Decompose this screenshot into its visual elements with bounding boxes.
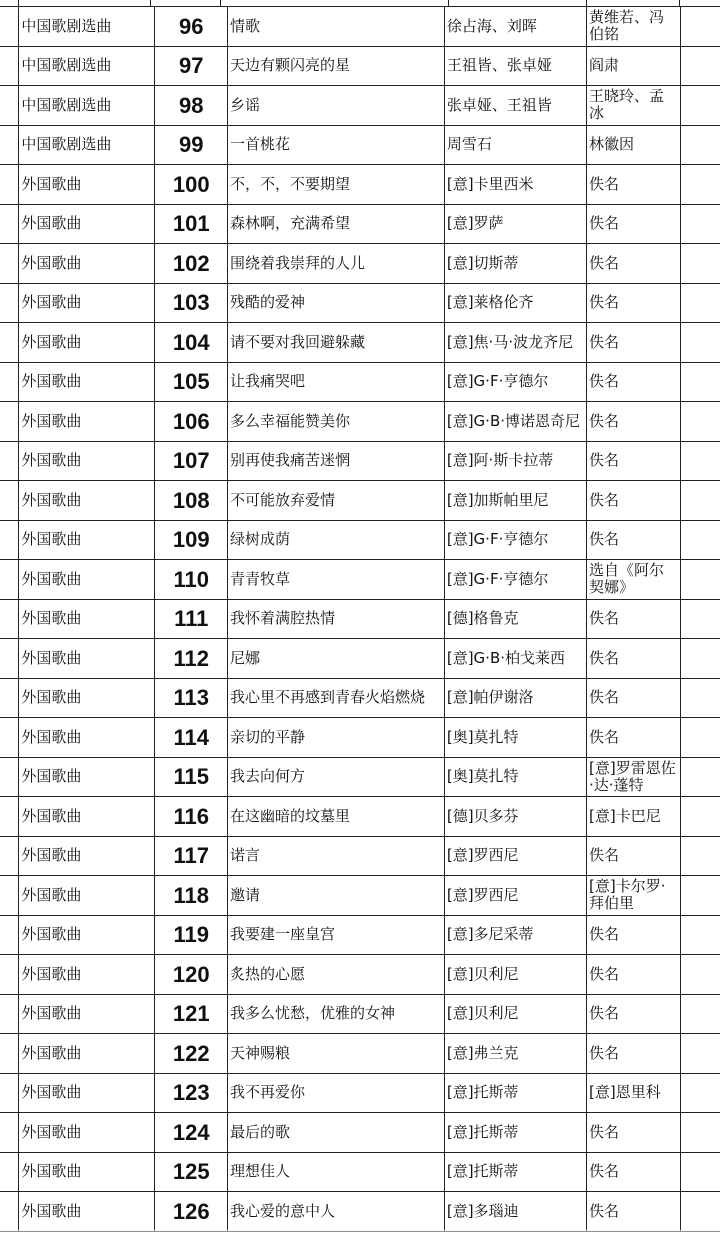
lyricist-cell: [意]罗雷恩佐·达·蓬特	[587, 757, 681, 797]
right-margin-cell	[681, 994, 720, 1034]
number-cell: 126	[155, 1192, 228, 1232]
song-title-cell: 一首桃花	[228, 125, 445, 165]
right-margin-cell	[681, 46, 720, 86]
table-row	[0, 244, 720, 284]
left-margin-cell	[0, 481, 19, 521]
table-row	[0, 204, 720, 244]
left-margin-cell	[0, 441, 19, 481]
lyricist-cell: 选自《阿尔契娜》	[587, 560, 681, 600]
composer-cell: [德]贝多芬	[444, 797, 586, 837]
lyricist-cell: 佚名	[587, 1113, 681, 1153]
right-margin-cell	[681, 7, 720, 47]
category-cell: 中国歌剧选曲	[19, 46, 155, 86]
number-cell: 112	[155, 639, 228, 679]
composer-cell: [意]托斯蒂	[444, 1113, 586, 1153]
left-margin-cell	[0, 204, 19, 244]
left-margin-cell	[0, 797, 19, 837]
song-title-cell: 我多么忧愁，优雅的女神	[228, 994, 445, 1034]
song-title-cell: 绿树成荫	[228, 520, 445, 560]
category-cell: 外国歌曲	[19, 718, 155, 758]
number-cell: 125	[155, 1152, 228, 1192]
table-row	[0, 994, 720, 1034]
song-title-cell: 多么幸福能赞美你	[228, 402, 445, 442]
table-row	[0, 283, 720, 323]
table-row	[0, 481, 720, 521]
number-cell: 113	[155, 678, 228, 718]
composer-cell: [意]贝利尼	[444, 955, 586, 995]
lyricist-cell: 佚名	[587, 678, 681, 718]
left-margin-cell	[0, 7, 19, 47]
composer-cell: [意]帕伊谢洛	[444, 678, 586, 718]
composer-cell: [意]切斯蒂	[444, 244, 586, 284]
number-cell: 121	[155, 994, 228, 1034]
number-cell: 110	[155, 560, 228, 600]
category-cell: 外国歌曲	[19, 402, 155, 442]
number-cell: 109	[155, 520, 228, 560]
left-margin-cell	[0, 244, 19, 284]
number-cell: 103	[155, 283, 228, 323]
composer-cell: [意]阿·斯卡拉蒂	[444, 441, 586, 481]
song-title-cell: 诺言	[228, 836, 445, 876]
left-margin-cell	[0, 757, 19, 797]
left-margin-cell	[0, 1034, 19, 1074]
lyricist-cell: 佚名	[587, 994, 681, 1034]
category-cell: 外国歌曲	[19, 481, 155, 521]
composer-cell: [意]G·F·亨德尔	[444, 520, 586, 560]
song-title-cell: 我去向何方	[228, 757, 445, 797]
song-title-cell: 乡谣	[228, 86, 445, 126]
number-cell: 108	[155, 481, 228, 521]
composer-cell: [奥]莫扎特	[444, 718, 586, 758]
right-margin-cell	[681, 678, 720, 718]
category-cell: 外国歌曲	[19, 915, 155, 955]
lyricist-cell: 佚名	[587, 362, 681, 402]
lyricist-cell: 佚名	[587, 955, 681, 995]
composer-cell: 徐占海、刘晖	[444, 7, 586, 47]
left-margin-cell	[0, 402, 19, 442]
table-row	[0, 797, 720, 837]
number-cell: 100	[155, 165, 228, 205]
song-title-cell: 情歌	[228, 7, 445, 47]
composer-cell: 王祖皆、张卓娅	[444, 46, 586, 86]
left-margin-cell	[0, 915, 19, 955]
right-margin-cell	[681, 1034, 720, 1074]
right-margin-cell	[681, 165, 720, 205]
left-margin-cell	[0, 876, 19, 916]
composer-cell: [意]G·B·博诺恩奇尼	[444, 402, 586, 442]
left-margin-cell	[0, 520, 19, 560]
left-margin-cell	[0, 560, 19, 600]
category-cell: 外国歌曲	[19, 323, 155, 363]
table-row	[0, 560, 720, 600]
lyricist-cell: 阎肃	[587, 46, 681, 86]
category-cell: 中国歌剧选曲	[19, 86, 155, 126]
left-margin-cell	[0, 1113, 19, 1153]
category-cell: 外国歌曲	[19, 1152, 155, 1192]
right-margin-cell	[681, 1073, 720, 1113]
lyricist-cell: 佚名	[587, 1034, 681, 1074]
category-cell: 外国歌曲	[19, 283, 155, 323]
category-cell: 中国歌剧选曲	[19, 125, 155, 165]
number-cell: 114	[155, 718, 228, 758]
table-row	[0, 165, 720, 205]
song-title-cell: 残酷的爱神	[228, 283, 445, 323]
composer-cell: 张卓娅、王祖皆	[444, 86, 586, 126]
category-cell: 外国歌曲	[19, 1113, 155, 1153]
lyricist-cell: 佚名	[587, 165, 681, 205]
song-title-cell: 邀请	[228, 876, 445, 916]
category-cell: 外国歌曲	[19, 1073, 155, 1113]
composer-cell: [意]莱格伦齐	[444, 283, 586, 323]
lyricist-cell: 佚名	[587, 836, 681, 876]
song-title-cell: 最后的歌	[228, 1113, 445, 1153]
category-cell: 外国歌曲	[19, 757, 155, 797]
category-cell: 外国歌曲	[19, 204, 155, 244]
lyricist-cell: 黄维若、冯伯铭	[587, 7, 681, 47]
lyricist-cell: 王晓玲、孟冰	[587, 86, 681, 126]
number-cell: 118	[155, 876, 228, 916]
song-title-cell: 别再使我痛苦迷惘	[228, 441, 445, 481]
lyricist-cell: [意]恩里科	[587, 1073, 681, 1113]
lyricist-cell: 佚名	[587, 520, 681, 560]
table-row	[0, 362, 720, 402]
number-cell: 117	[155, 836, 228, 876]
song-title-cell: 请不要对我回避躲藏	[228, 323, 445, 363]
left-margin-cell	[0, 1073, 19, 1113]
left-margin-cell	[0, 955, 19, 995]
right-margin-cell	[681, 125, 720, 165]
category-cell: 外国歌曲	[19, 165, 155, 205]
composer-cell: [意]多尼采蒂	[444, 915, 586, 955]
song-title-cell: 在这幽暗的坟墓里	[228, 797, 445, 837]
left-margin-cell	[0, 1192, 19, 1232]
lyricist-cell: 佚名	[587, 1152, 681, 1192]
song-title-cell: 不，不，不要期望	[228, 165, 445, 205]
lyricist-cell: 佚名	[587, 402, 681, 442]
lyricist-cell: 佚名	[587, 1192, 681, 1232]
lyricist-cell: 佚名	[587, 481, 681, 521]
composer-cell: [意]罗西尼	[444, 876, 586, 916]
right-margin-cell	[681, 362, 720, 402]
category-cell: 外国歌曲	[19, 955, 155, 995]
composer-cell: [奥]莫扎特	[444, 757, 586, 797]
category-cell: 外国歌曲	[19, 599, 155, 639]
left-margin-cell	[0, 323, 19, 363]
composer-cell: [意]弗兰克	[444, 1034, 586, 1074]
left-margin-cell	[0, 362, 19, 402]
table-row	[0, 836, 720, 876]
right-margin-cell	[681, 520, 720, 560]
number-cell: 96	[155, 7, 228, 47]
table-row	[0, 402, 720, 442]
category-cell: 外国歌曲	[19, 1192, 155, 1232]
lyricist-cell: 佚名	[587, 441, 681, 481]
composer-cell: [意]G·B·柏戈莱西	[444, 639, 586, 679]
left-margin-cell	[0, 283, 19, 323]
song-title-cell: 我心爱的意中人	[228, 1192, 445, 1232]
song-title-cell: 森林啊，充满希望	[228, 204, 445, 244]
category-cell: 外国歌曲	[19, 441, 155, 481]
number-cell: 124	[155, 1113, 228, 1153]
song-list-table	[0, 6, 720, 1232]
left-margin-cell	[0, 46, 19, 86]
number-cell: 107	[155, 441, 228, 481]
table-row	[0, 1152, 720, 1192]
number-cell: 122	[155, 1034, 228, 1074]
left-margin-cell	[0, 86, 19, 126]
lyricist-cell: 佚名	[587, 204, 681, 244]
number-cell: 115	[155, 757, 228, 797]
right-margin-cell	[681, 402, 720, 442]
left-margin-cell	[0, 718, 19, 758]
lyricist-cell: [意]卡巴尼	[587, 797, 681, 837]
composer-cell: [意]卡里西米	[444, 165, 586, 205]
left-margin-cell	[0, 678, 19, 718]
composer-cell: [德]格鲁克	[444, 599, 586, 639]
left-margin-cell	[0, 994, 19, 1034]
table-row	[0, 678, 720, 718]
song-title-cell: 亲切的平静	[228, 718, 445, 758]
table-row	[0, 955, 720, 995]
left-margin-cell	[0, 836, 19, 876]
composer-cell: [意]罗萨	[444, 204, 586, 244]
category-cell: 外国歌曲	[19, 520, 155, 560]
right-margin-cell	[681, 797, 720, 837]
table-row	[0, 323, 720, 363]
composer-cell: [意]托斯蒂	[444, 1073, 586, 1113]
number-cell: 119	[155, 915, 228, 955]
table-row	[0, 86, 720, 126]
composer-cell: [意]多瑙迪	[444, 1192, 586, 1232]
lyricist-cell: 佚名	[587, 718, 681, 758]
number-cell: 120	[155, 955, 228, 995]
lyricist-cell: 佚名	[587, 244, 681, 284]
number-cell: 98	[155, 86, 228, 126]
song-title-cell: 青青牧草	[228, 560, 445, 600]
right-margin-cell	[681, 1113, 720, 1153]
category-cell: 外国歌曲	[19, 362, 155, 402]
song-title-cell: 围绕着我崇拜的人儿	[228, 244, 445, 284]
left-margin-cell	[0, 1152, 19, 1192]
song-title-cell: 我心里不再感到青春火焰燃烧	[228, 678, 445, 718]
right-margin-cell	[681, 718, 720, 758]
right-margin-cell	[681, 204, 720, 244]
number-cell: 99	[155, 125, 228, 165]
composer-cell: [意]罗西尼	[444, 836, 586, 876]
right-margin-cell	[681, 955, 720, 995]
right-margin-cell	[681, 283, 720, 323]
category-cell: 外国歌曲	[19, 1034, 155, 1074]
right-margin-cell	[681, 86, 720, 126]
category-cell: 外国歌曲	[19, 244, 155, 284]
table-row	[0, 125, 720, 165]
song-title-cell: 尼娜	[228, 639, 445, 679]
right-margin-cell	[681, 1152, 720, 1192]
composer-cell: [意]G·F·亨德尔	[444, 560, 586, 600]
table-row	[0, 7, 720, 47]
number-cell: 101	[155, 204, 228, 244]
composer-cell: [意]贝利尼	[444, 994, 586, 1034]
category-cell: 外国歌曲	[19, 836, 155, 876]
lyricist-cell: 佚名	[587, 639, 681, 679]
song-title-cell: 我不再爱你	[228, 1073, 445, 1113]
category-cell: 外国歌曲	[19, 560, 155, 600]
table-row	[0, 639, 720, 679]
table-row	[0, 520, 720, 560]
lyricist-cell: 佚名	[587, 599, 681, 639]
lyricist-cell: [意]卡尔罗·拜伯里	[587, 876, 681, 916]
right-margin-cell	[681, 599, 720, 639]
lyricist-cell: 佚名	[587, 283, 681, 323]
category-cell: 外国歌曲	[19, 876, 155, 916]
song-title-cell: 理想佳人	[228, 1152, 445, 1192]
right-margin-cell	[681, 244, 720, 284]
song-title-cell: 天边有颗闪亮的星	[228, 46, 445, 86]
number-cell: 104	[155, 323, 228, 363]
song-list-body	[0, 7, 720, 1232]
category-cell: 外国歌曲	[19, 994, 155, 1034]
table-row	[0, 441, 720, 481]
table-row	[0, 46, 720, 86]
lyricist-cell: 佚名	[587, 323, 681, 363]
right-margin-cell	[681, 481, 720, 521]
left-margin-cell	[0, 125, 19, 165]
right-margin-cell	[681, 876, 720, 916]
composer-cell: [意]焦·马·波龙齐尼	[444, 323, 586, 363]
category-cell: 外国歌曲	[19, 678, 155, 718]
right-margin-cell	[681, 757, 720, 797]
song-title-cell: 不可能放弃爱情	[228, 481, 445, 521]
number-cell: 116	[155, 797, 228, 837]
number-cell: 105	[155, 362, 228, 402]
table-row	[0, 1113, 720, 1153]
number-cell: 123	[155, 1073, 228, 1113]
song-title-cell: 我怀着满腔热情	[228, 599, 445, 639]
table-row	[0, 1034, 720, 1074]
table-row	[0, 876, 720, 916]
composer-cell: [意]加斯帕里尼	[444, 481, 586, 521]
table-row	[0, 599, 720, 639]
right-margin-cell	[681, 639, 720, 679]
category-cell: 外国歌曲	[19, 639, 155, 679]
right-margin-cell	[681, 1192, 720, 1232]
table-row	[0, 915, 720, 955]
song-title-cell: 天神赐粮	[228, 1034, 445, 1074]
number-cell: 111	[155, 599, 228, 639]
number-cell: 97	[155, 46, 228, 86]
table-row	[0, 1192, 720, 1232]
category-cell: 外国歌曲	[19, 797, 155, 837]
right-margin-cell	[681, 915, 720, 955]
song-title-cell: 让我痛哭吧	[228, 362, 445, 402]
left-margin-cell	[0, 639, 19, 679]
composer-cell: 周雪石	[444, 125, 586, 165]
song-title-cell: 我要建一座皇宫	[228, 915, 445, 955]
number-cell: 106	[155, 402, 228, 442]
left-margin-cell	[0, 165, 19, 205]
right-margin-cell	[681, 836, 720, 876]
page-bottom-edge	[0, 1228, 720, 1235]
left-margin-cell	[0, 599, 19, 639]
lyricist-cell: 林徽因	[587, 125, 681, 165]
lyricist-cell: 佚名	[587, 915, 681, 955]
composer-cell: [意]G·F·亨德尔	[444, 362, 586, 402]
table-row	[0, 718, 720, 758]
song-title-cell: 炙热的心愿	[228, 955, 445, 995]
right-margin-cell	[681, 441, 720, 481]
right-margin-cell	[681, 323, 720, 363]
composer-cell: [意]托斯蒂	[444, 1152, 586, 1192]
table-row	[0, 757, 720, 797]
category-cell: 中国歌剧选曲	[19, 7, 155, 47]
number-cell: 102	[155, 244, 228, 284]
right-margin-cell	[681, 560, 720, 600]
table-row	[0, 1073, 720, 1113]
